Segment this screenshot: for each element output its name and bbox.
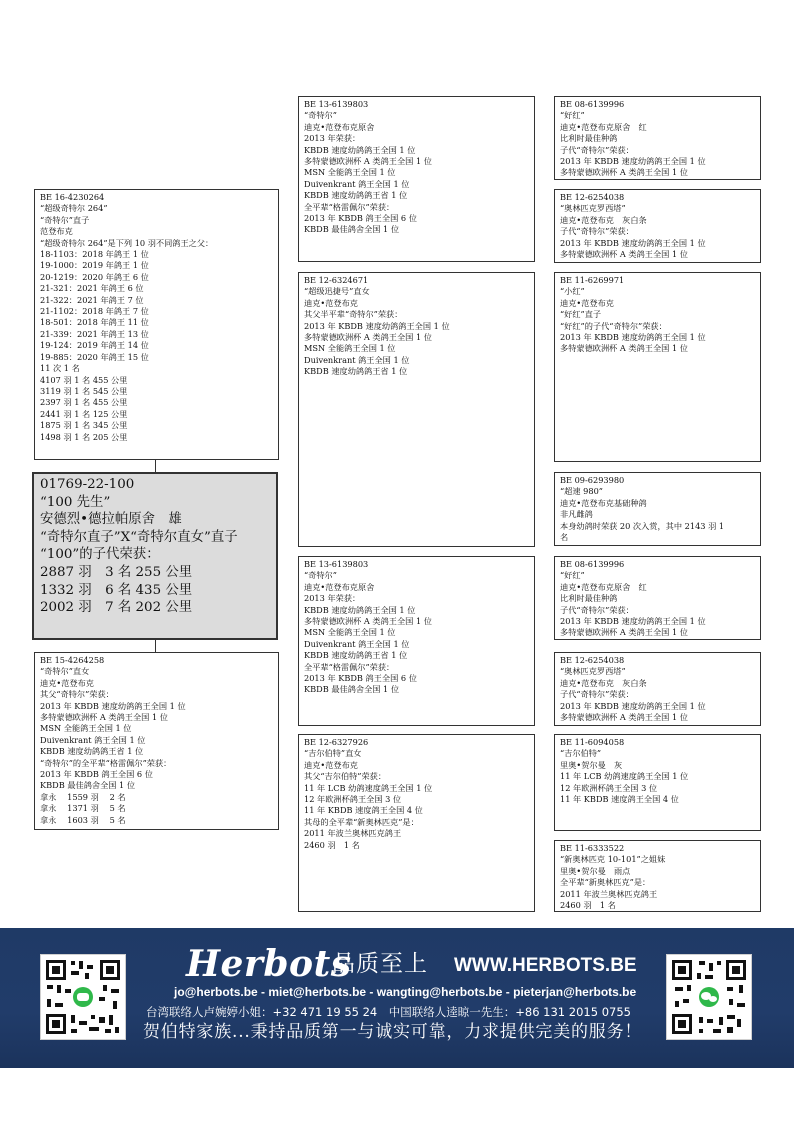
pedigree-line: 子代“奇特尔”荣获： [560, 226, 634, 237]
pedigree-line: 其父半平辈“奇特尔”荣获： [304, 309, 403, 320]
pedigree-line: 18-1103：2018 年鸽王 1 位 [40, 249, 149, 260]
pedigree-line: Duivenkrant 鸽王全国 1 位 [304, 638, 410, 649]
qr-code-wechat[interactable] [666, 954, 752, 1040]
pedigree-line: KBDB 最佳鸽舍全国 1 位 [304, 684, 400, 695]
pedigree-line: 2013 年 KBDB 鸽王全国 6 位 [40, 769, 153, 780]
pedigree-line: 2460 羽 1 名 [560, 900, 616, 911]
pedigree-line: 拿永 1603 羽 5 名 [40, 814, 126, 825]
pedigree-line: 21-321：2021 年鸽王 6 位 [40, 283, 144, 294]
pedigree-line: 11 年 LCB 幼鸽速度鸽王全国 1 位 [304, 782, 433, 793]
ring-number: BE 13-6139803 [304, 559, 369, 569]
pedigree-line: KBDB 最佳鸽舍全国 1 位 [304, 224, 400, 235]
sd-dam-card [554, 472, 761, 546]
pedigree-line: 迪克•范登布克 [40, 677, 94, 688]
pedigree-line: 2013 年 KBDB 速度幼鸽鸽王全国 1 位 [560, 237, 706, 248]
subject-card [32, 472, 278, 640]
pedigree-line: 1332 羽 6 名 435 公里 [40, 582, 193, 598]
ring-number: BE 12-6254038 [560, 192, 625, 202]
pedigree-line: 19-1000：2019 年鸽王 1 位 [40, 260, 149, 271]
dam-sire-card [298, 556, 535, 726]
pedigree-line: 多特蒙德欧洲杯 A 类鸽王全国 1 位 [560, 627, 688, 638]
pedigree-line: 迪克•范登布克原舍 红 [560, 581, 647, 592]
pedigree-line: 21-339：2021 年鸽王 13 位 [40, 328, 149, 339]
pedigree-line: 2013 年 KBDB 速度幼鸽鸽王全国 1 位 [40, 700, 186, 711]
pedigree-line: “奇特尔” [304, 110, 337, 121]
slogan-text: 品质至上 [332, 951, 428, 977]
pedigree-line: 2011 年波兰奥林匹克鸽王 [304, 828, 402, 839]
pedigree-line: “奇特尔直子”X“奇特尔直女”直子 [40, 529, 238, 545]
pedigree-line: 比利时最佳种鸽 [560, 133, 618, 144]
pedigree-line: KBDB 速度幼鸽鸽王省 1 位 [304, 190, 408, 201]
pedigree-line: 2013 年 KBDB 鸽王全国 6 位 [304, 673, 417, 684]
pedigree-line: “吉尔伯特”直女 [304, 748, 362, 759]
pedigree-line: “小红” [560, 286, 585, 297]
sire-sire-card [298, 96, 535, 262]
pedigree-line: 2013 年 KBDB 速度幼鸽鸽王全国 1 位 [560, 156, 706, 167]
email-list[interactable]: jo@herbots.be - miet@herbots.be - wangting@herbots.be - pieterjan@herbots.be [174, 985, 637, 999]
pedigree-line: KBDB 速度幼鸽鸽王全国 1 位 [304, 144, 416, 155]
pedigree-line: 其母的全平辈“新奥林匹克”是： [304, 816, 419, 827]
ring-number: BE 12-6324671 [304, 275, 369, 285]
herbots-logo: Herbots [186, 943, 352, 985]
pedigree-line: 拿永 1559 羽 2 名 [40, 791, 126, 802]
pedigree-line: 2397 羽 1 名 455 公里 [40, 397, 128, 408]
pedigree-line: 非凡雌鸽 [560, 509, 593, 520]
pedigree-line: 11 次 1 名 [40, 363, 80, 374]
pedigree-line: 2013 年荣获： [304, 133, 361, 144]
pedigree-line: 全平辈“新奥林匹克”是： [560, 877, 651, 888]
pedigree-line: 迪克•范登布克 [304, 759, 358, 770]
ring-number: BE 13-6139803 [304, 99, 369, 109]
pedigree-line: 子代“奇特尔”荣获： [560, 604, 634, 615]
pedigree-line: KBDB 速度幼鸽鸽王全国 1 位 [304, 604, 416, 615]
footer-banner [0, 928, 794, 1068]
pedigree-line: 2441 羽 1 名 125 公里 [40, 408, 128, 419]
pedigree-line: “100 先生” [40, 494, 111, 510]
pedigree-line: “好红”的子代“奇特尔”荣获： [560, 320, 667, 331]
pedigree-line: 其父“奇特尔”荣获： [40, 689, 114, 700]
contact-phones: 台湾联络人卢婉婷小姐：+32 471 19 55 24 中国联络人逵晾一先生：+86 131 2015 0755 [146, 1005, 631, 1019]
pedigree-line: 多特蒙德欧洲杯 A 类鸽王全国 1 位 [560, 167, 688, 178]
pedigree-line: MSN 全能鸽王全国 1 位 [40, 723, 132, 734]
ring-number: BE 08-6139996 [560, 559, 625, 569]
pedigree-line: 本身幼鸽时荣获 20 次入赏，其中 2143 羽 1 [560, 520, 725, 531]
pedigree-line: MSN 全能鸽王全国 1 位 [304, 343, 396, 354]
dam-dam-card [298, 734, 535, 912]
pedigree-line: 2013 年 KBDB 鸽王全国 6 位 [304, 213, 417, 224]
pedigree-line: 迪克•范登布克 [304, 297, 358, 308]
pedigree-line: 迪克•范登布克原舍 红 [560, 121, 647, 132]
pedigree-line: Duivenkrant 鸽王全国 1 位 [304, 354, 410, 365]
website-link[interactable]: WWW.HERBOTS.BE [454, 955, 637, 976]
ring-number: BE 16-4230264 [40, 192, 105, 202]
pedigree-line: “好红” [560, 570, 585, 581]
pedigree-line: “奥林匹克罗西塔” [560, 666, 626, 677]
sd-sire-card [554, 272, 761, 462]
pedigree-line: 11 年 KBDB 速度鸽王全国 4 位 [560, 794, 679, 805]
pedigree-line: 11 年 LCB 幼鸽速度鸽王全国 1 位 [560, 771, 689, 782]
wechat-qr-icon [667, 955, 751, 1039]
pedigree-line: 4107 羽 1 名 455 公里 [40, 374, 128, 385]
ring-number: BE 11-6333522 [560, 843, 625, 853]
line-qr-icon [41, 955, 125, 1039]
pedigree-line: “吉尔伯特” [560, 748, 602, 759]
ring-number: BE 12-6254038 [560, 655, 625, 665]
pedigree-line: 迪克•范登布克原舍 [304, 581, 375, 592]
pedigree-line: “超级迅捷号”直女 [304, 286, 370, 297]
ds-sire-card [554, 556, 761, 640]
pedigree-line: “奇特尔”直女 [40, 666, 90, 677]
pedigree-line: 20-1219：2020 年鸽王 6 位 [40, 271, 149, 282]
pedigree-line: 2013 年 KBDB 速度幼鸽鸽王全国 1 位 [304, 320, 450, 331]
pedigree-line: “奇特尔”直子 [40, 214, 90, 225]
pedigree-line: 全平辈“格雷佩尔”荣获： [304, 661, 395, 672]
pedigree-line: KBDB 速度幼鸽鸽王省 1 位 [304, 650, 408, 661]
pedigree-line: KBDB 速度幼鸽鸽王省 1 位 [304, 366, 408, 377]
pedigree-line: 2013 年荣获： [304, 593, 361, 604]
pedigree-line: 多特蒙德欧洲杯 A 类鸽王全国 1 位 [560, 343, 688, 354]
pedigree-line: 11 年 KBDB 速度鸽王全国 4 位 [304, 805, 423, 816]
pedigree-line: 里奥•贺尔曼 灰 [560, 759, 623, 770]
pedigree-line: 2887 羽 3 名 255 公里 [40, 564, 193, 580]
pedigree-line: 多特蒙德欧洲杯 A 类鸽王全国 1 位 [560, 712, 688, 723]
pedigree-line: Duivenkrant 鸽王全国 1 位 [40, 734, 146, 745]
connector-line [155, 640, 156, 652]
pedigree-line: 12 年欧洲杯鸽王全国 3 位 [560, 782, 658, 793]
page-bottom-margin [0, 1068, 794, 1123]
pedigree-line: “好红”直子 [560, 309, 602, 320]
pedigree-line: KBDB 最佳鸽舍全国 1 位 [40, 780, 136, 791]
ring-number: BE 11-6094058 [560, 737, 625, 747]
pedigree-line: 多特蒙德欧洲杯 A 类鸽王全国 1 位 [40, 712, 168, 723]
pedigree-line: 子代“奇特尔”荣获： [560, 144, 634, 155]
pedigree-line: “奥林匹克罗西塔” [560, 203, 626, 214]
pedigree-line: 2013 年 KBDB 速度幼鸽鸽王全国 1 位 [560, 332, 706, 343]
pedigree-line: 迪克•范登布克 [560, 297, 614, 308]
pedigree-line: 2011 年波兰奥林匹克鸽王 [560, 888, 658, 899]
pedigree-line: 多特蒙德欧洲杯 A 类鸽王全国 1 位 [304, 332, 432, 343]
pedigree-line: 迪克•范登布克原舍 [304, 121, 375, 132]
pedigree-line: 2002 羽 7 名 202 公里 [40, 600, 193, 616]
pedigree-line: “新奥林匹克 10-101”之姐妹 [560, 854, 666, 865]
pedigree-line: 19-885：2020 年鸽王 15 位 [40, 351, 149, 362]
pedigree-line: 21-322：2021 年鸽王 7 位 [40, 294, 144, 305]
pedigree-line: 1875 羽 1 名 345 公里 [40, 420, 128, 431]
ring-number: BE 11-6269971 [560, 275, 625, 285]
sire-card [34, 189, 279, 460]
ring-number: BE 15-4264258 [40, 655, 105, 665]
connector-line [155, 460, 156, 472]
pedigree-line: 迪克•范登布克 灰白条 [560, 677, 647, 688]
pedigree-line: MSN 全能鸽王全国 1 位 [304, 167, 396, 178]
pedigree-line: Duivenkrant 鸽王全国 1 位 [304, 178, 410, 189]
pedigree-line: MSN 全能鸽王全国 1 位 [304, 627, 396, 638]
pedigree-line: 拿永 1371 羽 5 名 [40, 803, 126, 814]
ring-number: 01769-22-100 [40, 477, 135, 492]
dd-sire-card [554, 734, 761, 831]
pedigree-line: “好红” [560, 110, 585, 121]
family-motto: 贺伯特家族...秉持品质第一与诚实可靠，力求提供完美的服务！ [143, 1022, 643, 1042]
pedigree-line: 19-124：2019 年鸽王 14 位 [40, 340, 149, 351]
pedigree-line: “超级奇特尔 264”是下列 10 羽不同鸽王之父： [40, 237, 214, 248]
ds-dam-card [554, 652, 761, 726]
pedigree-line: 2013 年 KBDB 速度幼鸽鸽王全国 1 位 [560, 700, 706, 711]
pedigree-line: 多特蒙德欧洲杯 A 类鸽王全国 1 位 [304, 616, 432, 627]
pedigree-line: “奇特尔” [304, 570, 337, 581]
pedigree-line: 3119 羽 1 名 545 公里 [40, 385, 128, 396]
pedigree-line: 比利时最佳种鸽 [560, 593, 618, 604]
pedigree-line: “100”的子代荣获： [40, 547, 160, 563]
pedigree-line: 迪克•范登布克 灰白条 [560, 214, 647, 225]
ring-number: BE 12-6327926 [304, 737, 369, 747]
pedigree-line: 里奥•贺尔曼 雨点 [560, 865, 631, 876]
pedigree-line: 1498 羽 1 名 205 公里 [40, 431, 128, 442]
pedigree-line: 其父“吉尔伯特”荣获： [304, 771, 387, 782]
pedigree-line: 2460 羽 1 名 [304, 839, 360, 850]
pedigree-line: 21-1102：2018 年鸽王 7 位 [40, 306, 149, 317]
pedigree-line: “超速 980” [560, 486, 603, 497]
pedigree-line: “奇特尔”的全平辈“格雷佩尔”荣获： [40, 757, 172, 768]
pedigree-line: 范登布克 [40, 226, 73, 237]
pedigree-line: 迪克•范登布克基础种鸽 [560, 497, 647, 508]
pedigree-line: 子代“奇特尔”荣获： [560, 689, 634, 700]
ss-sire-card [554, 96, 761, 180]
ring-number: BE 08-6139996 [560, 99, 625, 109]
pedigree-line: 多特蒙德欧洲杯 A 类鸽王全国 1 位 [304, 156, 432, 167]
sire-dam-card [298, 272, 535, 547]
pedigree-line: 12 年欧洲杯鸽王全国 3 位 [304, 794, 402, 805]
pedigree-line: 安德烈•德拉帕原舍 雄 [40, 512, 182, 528]
ring-number: BE 09-6293980 [560, 475, 625, 485]
dam-card [34, 652, 279, 830]
ss-dam-card [554, 189, 761, 263]
pedigree-line: 2013 年 KBDB 速度幼鸽鸽王全国 1 位 [560, 616, 706, 627]
qr-code-line[interactable] [40, 954, 126, 1040]
pedigree-line: KBDB 速度幼鸽鸽王省 1 位 [40, 746, 144, 757]
pedigree-line: 全平辈“格雷佩尔”荣获： [304, 201, 395, 212]
pedigree-line: 18-501：2018 年鸽王 11 位 [40, 317, 149, 328]
pedigree-line: “超级奇特尔 264” [40, 203, 108, 214]
pedigree-line: 名 [560, 532, 569, 543]
pedigree-line: 多特蒙德欧洲杯 A 类鸽王全国 1 位 [560, 249, 688, 260]
dd-dam-card [554, 840, 761, 912]
